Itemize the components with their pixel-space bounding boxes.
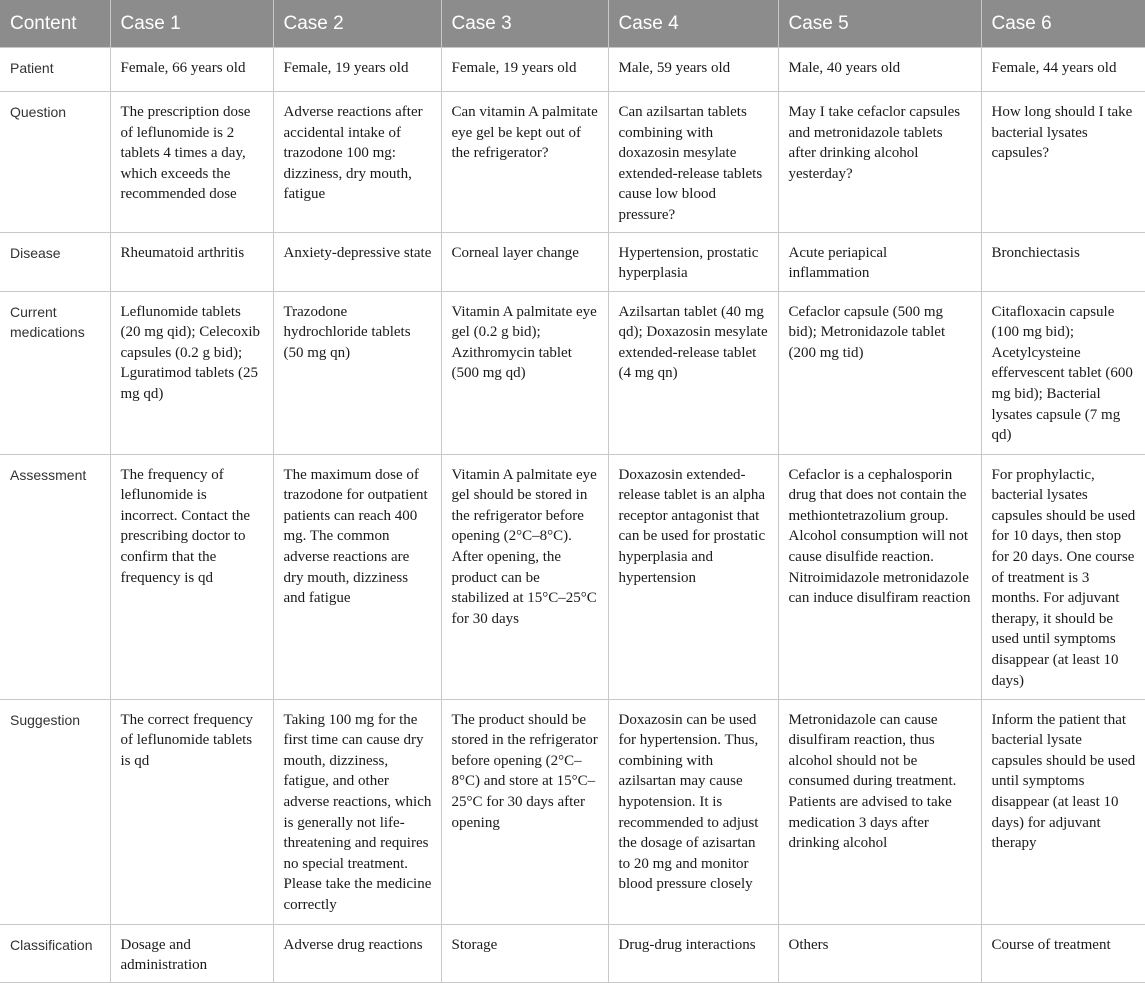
header-case-4: Case 4 (608, 0, 778, 48)
row-current-medications (0, 291, 1145, 454)
table-cell: The correct frequency of leflunomide tablets is qd (110, 699, 273, 924)
table-cell: Hypertension, prostatic hyperplasia (608, 232, 778, 291)
row-label: Question (0, 92, 110, 233)
table-cell: Others (778, 924, 981, 982)
table-cell: Adverse reactions after accidental intake of trazodone 100 mg: dizziness, dry mouth, fatigue (273, 92, 441, 233)
table-cell: Cefaclor capsule (500 mg bid); Metronidazole tablet (200 mg tid) (778, 291, 981, 454)
table-cell: Leflunomide tablets (20 mg qid); Celecoxib capsules (0.2 g bid); Lguratimod tablets (25 mg qd) (110, 291, 273, 454)
table-cell: Can vitamin A palmitate eye gel be kept out of the refrigerator? (441, 92, 608, 233)
table-cell: Azilsartan tablet (40 mg qd); Doxazosin mesylate extended-release tablet (4 mg qn) (608, 291, 778, 454)
row-label: Suggestion (0, 699, 110, 924)
table-cell: Dosage and administration (110, 924, 273, 982)
row-label: Current medications (0, 291, 110, 454)
table-cell: Vitamin A palmitate eye gel (0.2 g bid); Azithromycin tablet (500 mg qd) (441, 291, 608, 454)
table-cell: Female, 19 years old (441, 48, 608, 92)
table-cell: Vitamin A palmitate eye gel should be stored in the refrigerator before opening (2°C–8°C). After opening, the product can be stabilized at 15°C–25°C for 30 days (441, 454, 608, 699)
header-case-2: Case 2 (273, 0, 441, 48)
header-case-6: Case 6 (981, 0, 1145, 48)
row-label: Assessment (0, 454, 110, 699)
table-cell: The maximum dose of trazodone for outpatient patients can reach 400 mg. The common adverse reactions are dry mouth, dizziness and fatigue (273, 454, 441, 699)
table-cell: Doxazosin extended-release tablet is an alpha receptor antagonist that can be used for prostatic hyperplasia and hypertension (608, 454, 778, 699)
table-cell: Male, 40 years old (778, 48, 981, 92)
table-header-row (0, 0, 1145, 48)
table-cell: Taking 100 mg for the first time can cause dry mouth, dizziness, fatigue, and other adverse reactions, which is generally not life-threatening and requires no special treatment. Please take the medicine correctly (273, 699, 441, 924)
row-label: Classification (0, 924, 110, 982)
table-cell: Bronchiectasis (981, 232, 1145, 291)
table-cell: Drug-drug interactions (608, 924, 778, 982)
table-cell: Acute periapical inflammation (778, 232, 981, 291)
table-cell: Cefaclor is a cephalosporin drug that does not contain the methiontetrazolium group. Alcohol consumption will not cause disulfide reaction. Nitroimidazole metronidazole can induce disulfiram reaction (778, 454, 981, 699)
row-classification (0, 924, 1145, 982)
table-cell: Doxazosin can be used for hypertension. Thus, combining with azilsartan may cause hypotension. It is recommended to adjust the dosage of azisartan to 20 mg and monitor blood pressure closely (608, 699, 778, 924)
row-patient (0, 48, 1145, 92)
header-case-3: Case 3 (441, 0, 608, 48)
table-cell: The product should be stored in the refrigerator before opening (2°C–8°C) and store at 15°C–25°C for 30 days after opening (441, 699, 608, 924)
table-cell: How long should I take bacterial lysates capsules? (981, 92, 1145, 233)
table-cell: Storage (441, 924, 608, 982)
table-cell: Anxiety-depressive state (273, 232, 441, 291)
table-cell: Rheumatoid arthritis (110, 232, 273, 291)
header-case-5: Case 5 (778, 0, 981, 48)
table-cell: Corneal layer change (441, 232, 608, 291)
header-content: Content (0, 0, 110, 48)
row-label: Disease (0, 232, 110, 291)
table-cell: Male, 59 years old (608, 48, 778, 92)
table-cell: Adverse drug reactions (273, 924, 441, 982)
table-cell: The prescription dose of leflunomide is 2 tablets 4 times a day, which exceeds the recommended dose (110, 92, 273, 233)
table-cell: Female, 44 years old (981, 48, 1145, 92)
row-suggestion (0, 699, 1145, 924)
row-disease (0, 232, 1145, 291)
table-cell: Citafloxacin capsule (100 mg bid); Acetylcysteine effervescent tablet (600 mg bid); Bacterial lysates capsule (7 mg qd) (981, 291, 1145, 454)
table-cell: Can azilsartan tablets combining with doxazosin mesylate extended-release tablets cause low blood pressure? (608, 92, 778, 233)
table-cell: For prophylactic, bacterial lysates capsules should be used for 10 days, then stop for 20 days. One course of treatment is 3 months. For adjuvant therapy, it should be used until symptoms disappear (at least 10 days) (981, 454, 1145, 699)
header-case-1: Case 1 (110, 0, 273, 48)
table-cell: Course of treatment (981, 924, 1145, 982)
table-cell: The frequency of leflunomide is incorrect. Contact the prescribing doctor to confirm that the frequency is qd (110, 454, 273, 699)
table-cell: May I take cefaclor capsules and metronidazole tablets after drinking alcohol yesterday? (778, 92, 981, 233)
row-label: Patient (0, 48, 110, 92)
table-cell: Inform the patient that bacterial lysate capsules should be used until symptoms disappear (at least 10 days) for adjuvant therapy (981, 699, 1145, 924)
table-cell: Metronidazole can cause disulfiram reaction, thus alcohol should not be consumed during treatment. Patients are advised to take medication 3 days after drinking alcohol (778, 699, 981, 924)
table-cell: Female, 19 years old (273, 48, 441, 92)
table-cell: Female, 66 years old (110, 48, 273, 92)
row-assessment (0, 454, 1145, 699)
table-cell: Trazodone hydrochloride tablets (50 mg qn) (273, 291, 441, 454)
row-question (0, 92, 1145, 233)
